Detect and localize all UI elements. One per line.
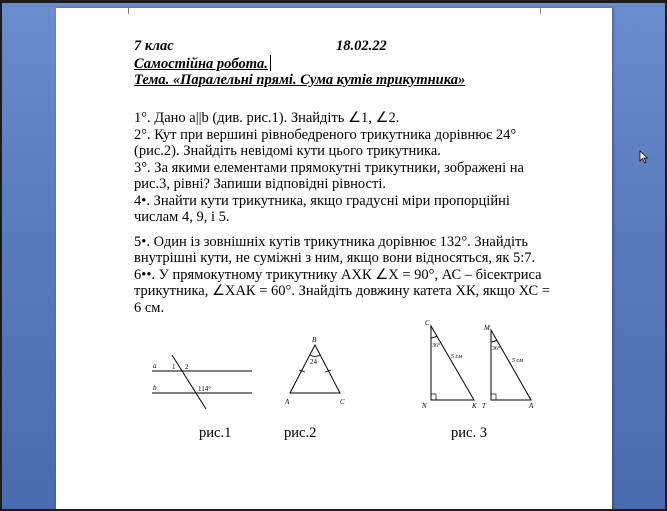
figure-1-caption: рис.1 [199, 425, 232, 441]
vertex-t-label: T [482, 402, 486, 410]
task-line: числам 4, 9, і 5. [134, 209, 230, 225]
task-line: 6••. У прямокутному трикутнику АХК ∠Х = 90°, АС – бісектриса [134, 266, 542, 283]
angle-1-label: 1 [172, 363, 176, 371]
task-line: 4•. Знайти кути трикутника, якщо градусні міри пропорційні [134, 192, 510, 209]
label-a: a [153, 362, 157, 370]
vertex-b-label: B [312, 336, 317, 344]
vertex-n-label: N [422, 402, 427, 410]
vertex-c-label: C [340, 398, 345, 406]
vertex-c-label: C [425, 319, 430, 327]
topic-title: Тема. «Паралельні прямі. Сума кутів трикутника» [134, 72, 466, 88]
task-line: 2°. Кут при вершині рівнобедреного трикутника дорівнює 24° [134, 126, 517, 143]
task-line: 3°. За якими елементами прямокутні трикутники, зображені на [134, 159, 524, 176]
angle-2-label: 2 [185, 363, 189, 371]
figure-3-caption: рис. 3 [451, 425, 487, 441]
date-label: 18.02.22 [336, 38, 387, 54]
apex-angle-label: 24 [310, 358, 317, 366]
hypotenuse-label: 5 см [451, 354, 462, 360]
given-angle-label: 114° [198, 385, 212, 393]
task-line: 6 см. [134, 299, 165, 316]
task-line: 5•. Один із зовнішніх кутів трикутника дорівнює 132°. Знайдіть [134, 233, 528, 250]
task-line: рис.3, рівні? Запиши відповідні рівності. [134, 176, 386, 192]
figure-2-caption: рис.2 [284, 425, 317, 441]
angle-label: 36° [432, 343, 441, 349]
task-line: 1°. Дано a||b (див. рис.1). Знайдіть ∠1, ∠2. [134, 110, 400, 126]
angle-label: 36° [492, 346, 501, 352]
task-line: (рис.2). Знайдіть невідомі кути цього трикутника. [134, 143, 441, 159]
work-title-text: Самостійна робота. [134, 56, 268, 72]
vertex-k-label: K [472, 402, 477, 410]
task-line: трикутника, ∠ХАК = 60°. Знайдіть довжину катета ХК, якщо ХС = [134, 283, 551, 299]
vertex-a-label: A [285, 398, 290, 406]
label-b: b [153, 384, 157, 392]
vertex-a-label: A [529, 402, 534, 410]
grade-label: 7 клас [134, 38, 174, 54]
vertex-m-label: M [484, 324, 490, 332]
task-line: внутрішні кути, не суміжні з ним, якщо вони відносяться, як 5:7. [134, 250, 536, 266]
hypotenuse-label: 5 см [512, 358, 523, 364]
